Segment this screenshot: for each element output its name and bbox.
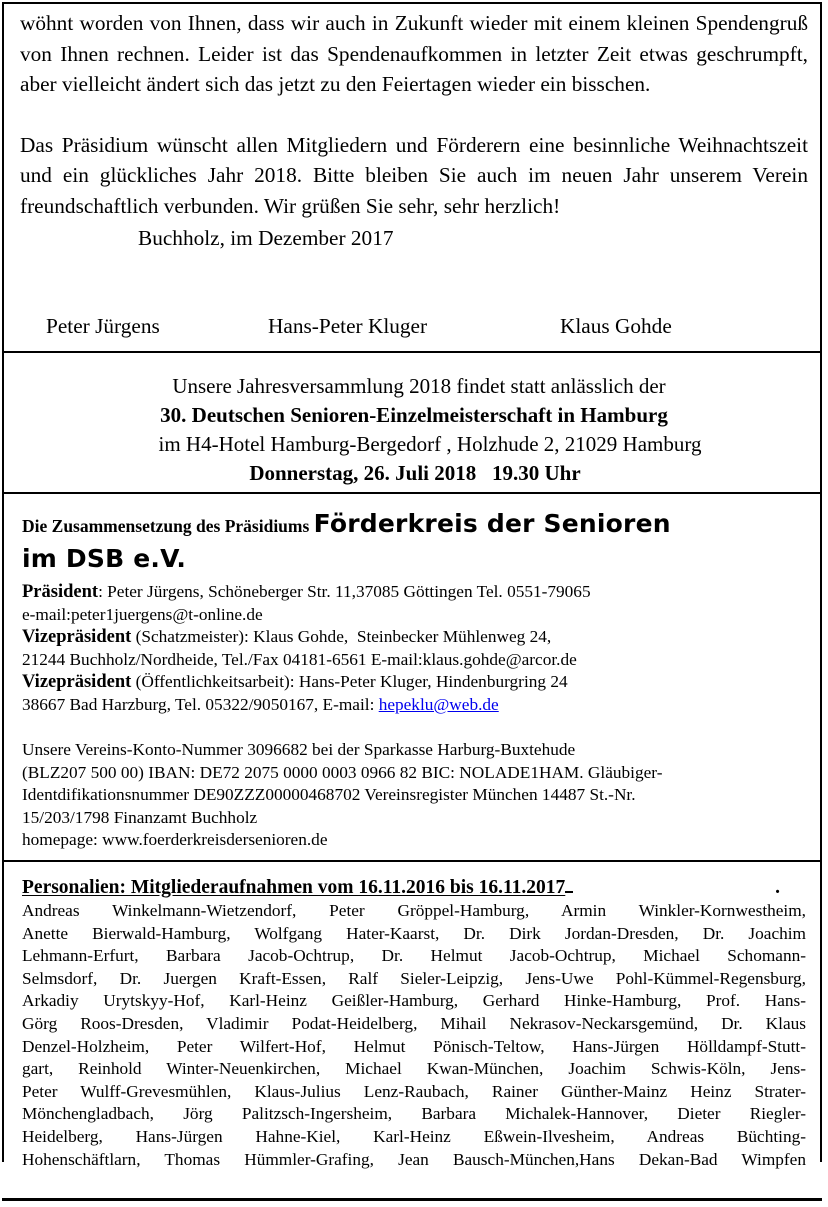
divider: [2, 351, 822, 353]
bank-line-1: Unsere Vereins-Konto-Nummer 3096682 bei der Sparkasse Harburg-Buxtehude: [22, 740, 576, 759]
personalia-title-text: Personalien: Mitgliederaufnahmen vom 16.11.2016 bis 16.11.2017: [22, 877, 566, 898]
bottom-rule: [2, 1198, 822, 1201]
letter-paragraph-2: Das Präsidium wünscht allen Mitgliedern und Förderern eine besinnliche Weihnachtszeit und ein glückliches Jahr 2018. Bitte bleiben Sie auch im neuen Jahr unserem Verein freundschaftlich verbunden. Wir grüßen Sie sehr, sehr herzlich!: [20, 132, 808, 218]
vp1-contact: 21244 Buchholz/Nordheide, Tel./Fax 04181-6561 E-mail:klaus.gohde@arcor.de: [22, 649, 577, 669]
vp1-details: (Schatzmeister): Klaus Gohde, Steinbecker Mühlenweg 24,: [131, 627, 552, 646]
member-line: Görg Roos-Dresden, Vladimir Podat-Heidelberg, Mihail Nekrasov-Neckarsgemünd, Dr. Klaus: [22, 1013, 806, 1033]
vp2-contact: [22, 694, 806, 717]
member-line: Andreas Winkelmann-Wietzendorf, Peter Gröppel-Hamburg, Armin Winkler-Kornwestheim,: [22, 901, 806, 920]
place-date: Buchholz, im Dezember 2017: [138, 226, 394, 250]
member-line: Anette Bierwald-Hamburg, Wolfgang Hater-Kaarst, Dr. Dirk Jordan-Dresden, Dr. Joachim: [22, 923, 806, 943]
bank-line-3: Identdifikationsnummer DE90ZZZ00000468702 Vereinsregister München 14487 St.-Nr.: [22, 785, 636, 804]
meeting-announcement: [0, 372, 828, 488]
vp2-email-link[interactable]: hepeklu@web.de: [378, 694, 499, 714]
president-label: Präsident: [22, 582, 99, 602]
vp2-label: Vizepräsident: [22, 672, 132, 692]
org-name-cont: im DSB e.V.: [22, 544, 187, 573]
bank-line-2: (BLZ207 500 00) IBAN: DE72 2075 0000 0003 0966 82 BIC: NOLADE1HAM. Gläubiger-: [22, 762, 663, 782]
member-line: gart, Reinhold Winter-Neuenkirchen, Michael Kwan-München, Joachim Schwis-Köln, Jens-: [22, 1059, 806, 1079]
letter-section: [0, 0, 828, 254]
meeting-event: 30. Deutschen Senioren-Einzelmeisterschaft in Hamburg: [160, 403, 668, 427]
president-details: : Peter Jürgens, Schöneberger Str. 11,37085 Göttingen Tel. 0551-79065: [98, 582, 591, 601]
meeting-line-1: Unsere Jahresversammlung 2018 findet statt anlässlich der: [172, 374, 666, 398]
bank-line-4: 15/203/1798 Finanzamt Buchholz: [22, 807, 258, 827]
meeting-date: Donnerstag, 26. Juli 2018 19.30 Uhr: [249, 461, 581, 485]
board-heading: [22, 507, 806, 544]
vp1-line: [22, 626, 806, 649]
vp1-label: Vizepräsident: [22, 627, 132, 647]
president-email: e-mail:peter1juergens@t-online.de: [22, 604, 263, 624]
personalia-section: [0, 876, 828, 1171]
member-line: Lehmann-Erfurt, Barbara Jacob-Ochtrup, Dr. Helmut Jacob-Ochtrup, Michael Schomann-: [22, 946, 806, 966]
org-name: Förderkreis der Senioren: [313, 509, 671, 538]
president-line: [22, 581, 806, 604]
member-line: Heidelberg, Hans-Jürgen Hahne-Kiel, Karl-Heinz Eßwein-Ilvesheim, Andreas Büchting-: [22, 1126, 806, 1146]
personalia-title: [22, 876, 806, 900]
member-line: Peter Wulff-Grevesmühlen, Klaus-Julius Lenz-Raubach, Rainer Günther-Mainz Heinz Strater-: [22, 1081, 806, 1101]
divider: [2, 492, 822, 494]
divider: [2, 860, 822, 862]
member-line: Denzel-Holzheim, Peter Wilfert-Hof, Helmut Pönisch-Teltow, Hans-Jürgen Hölldampf-Stutt-: [22, 1036, 806, 1056]
trailing-dot: .: [775, 877, 780, 898]
vp2-details: (Öffentlichkeitsarbeit): Hans-Peter Kluger, Hindenburgring 24: [131, 672, 568, 691]
member-line: Arkadiy Urytskyy-Hof, Karl-Heinz Geißler-Hamburg, Gerhard Hinke-Hamburg, Prof. Hans-: [22, 991, 806, 1011]
signer-2: Hans-Peter Kluger: [268, 314, 428, 338]
letter-paragraph-1: wöhnt worden von Ihnen, dass wir auch in Zukunft wieder mit einem kleinen Spendengruß von Ihnen rechnen. Leider ist das Spendenaufkommen in letzter Zeit etwas geschrumpft, aber vielleicht ändert sich das jetzt zu den Feiertagen wieder ein bisschen.: [20, 11, 808, 96]
meeting-location: im H4-Hotel Hamburg-Bergedorf , Holzhude 2, 21029 Hamburg: [158, 432, 702, 456]
board-section: [0, 507, 828, 852]
vp2-address: 38667 Bad Harzburg, Tel. 05322/9050167, E-mail:: [22, 694, 379, 714]
homepage-line: homepage: www.foerderkreisdersenioren.de: [22, 830, 328, 849]
member-line: Hohenschäftlarn, Thomas Hümmler-Grafing, Jean Bausch-München,Hans Dekan-Bad Wimpfen: [22, 1149, 806, 1169]
member-line: Selmsdorf, Dr. Juergen Kraft-Essen, Ralf Sieler-Leipzig, Jens-Uwe Pohl-Kümmel-Regensburg,: [22, 968, 806, 988]
board-intro: Die Zusammensetzung des Präsidiums: [22, 516, 310, 536]
signer-1: Peter Jürgens: [46, 314, 160, 338]
signer-3: Klaus Gohde: [560, 314, 672, 338]
vp2-line: [22, 671, 806, 694]
member-line: Mönchengladbach, Jörg Palitzsch-Ingersheim, Barbara Michalek-Hannover, Dieter Riegler-: [22, 1104, 806, 1124]
